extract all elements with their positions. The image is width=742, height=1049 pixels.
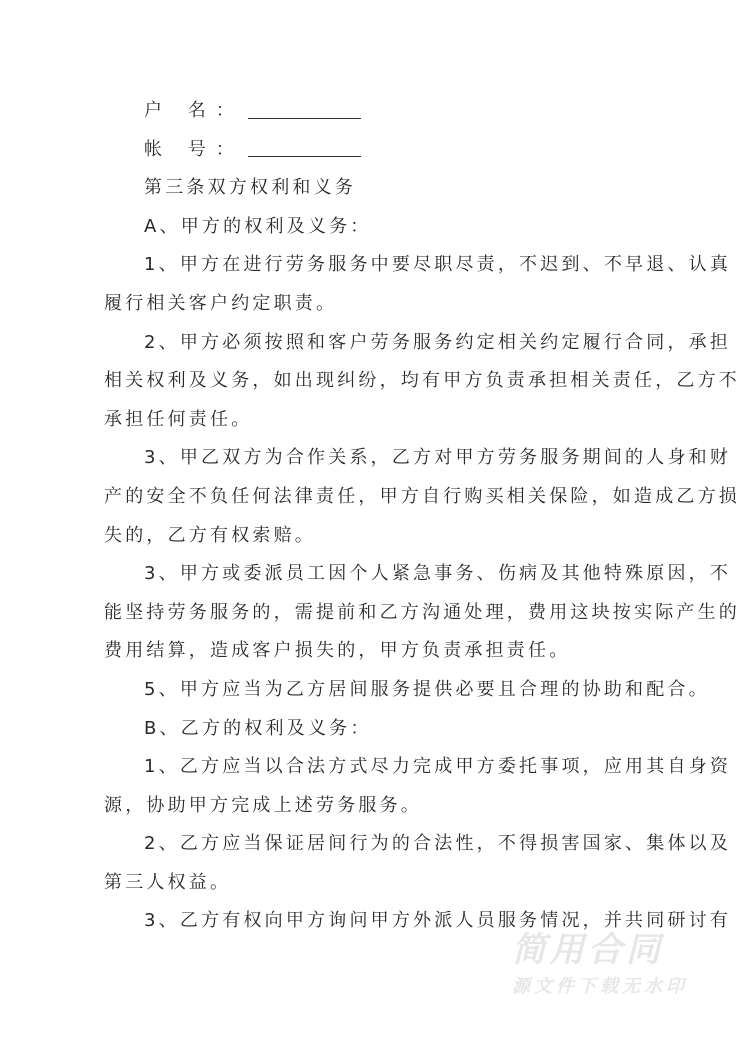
section-a-item-1-line-1: 1、甲方在进行劳务服务中要尽职尽责，不迟到、不早退、认真 [144,254,732,276]
section-a-item-2-line-3: 承担任何责任。 [104,408,253,430]
account-name-blank-line [248,117,361,119]
section-b-heading: B、乙方的权利及义务： [144,717,372,739]
account-name-field [104,92,642,131]
article-title: 第三条双方权利和义务 [144,177,356,199]
account-number-field [104,131,642,170]
section-a-item-1-line-2: 履行相关客户约定职责。 [104,292,338,314]
account-number-blank-line [248,155,361,157]
section-a-item-4-line-2: 能坚持劳务服务的，需提前和乙方沟通处理，费用这块按实际产生的 [104,601,740,623]
account-number-label: 帐 号： [144,138,244,160]
section-b-item-1-line-2: 源，协助甲方完成上述劳务服务。 [104,794,422,816]
watermark-subtitle: 源文件下载无水印 [512,976,688,997]
document-page [104,92,740,941]
section-a-item-3-line-2: 产的安全不负任何法律责任，甲方自行购买相关保险，如造成乙方损 [104,485,740,507]
section-a-item-3-line-1: 3、甲乙双方为合作关系，乙方对甲方劳务服务期间的人身和财 [144,447,732,469]
section-a-heading: A、甲方的权利及义务： [144,215,372,237]
section-a-item-4-line-1: 3、甲方或委派员工因个人紧急事务、伤病及其他特殊原因，不 [144,563,732,585]
section-a-item-2-line-1: 2、甲方必须按照和客户劳务服务约定相关约定履行合同，承担 [144,331,732,353]
section-b-item-1-line-1: 1、乙方应当以合法方式尽力完成甲方委托事项，应用其自身资 [144,756,732,778]
section-a-item-5-line-1: 5、甲方应当为乙方居间服务提供必要且合理的协助和配合。 [144,678,710,700]
section-a-item-3-line-3: 失的，乙方有权索赔。 [104,524,316,546]
section-a-item-4-line-3: 费用结算，造成客户损失的，甲方负责承担责任。 [104,640,571,662]
section-b-item-2-line-1: 2、乙方应当保证居间行为的合法性，不得损害国家、集体以及 [144,833,732,855]
section-b-item-2-line-2: 第三人权益。 [104,871,232,893]
watermark-logo-text: 简用合同 [512,930,664,970]
section-a-item-2-line-2: 相关权利及义务，如出现纠纷，均有甲方负责承担相关责任，乙方不 [104,370,740,392]
account-name-label: 户 名： [144,100,244,121]
section-b-item-3-line-1: 3、乙方有权向甲方询问甲方外派人员服务情况，并共同研讨有 [144,910,732,932]
